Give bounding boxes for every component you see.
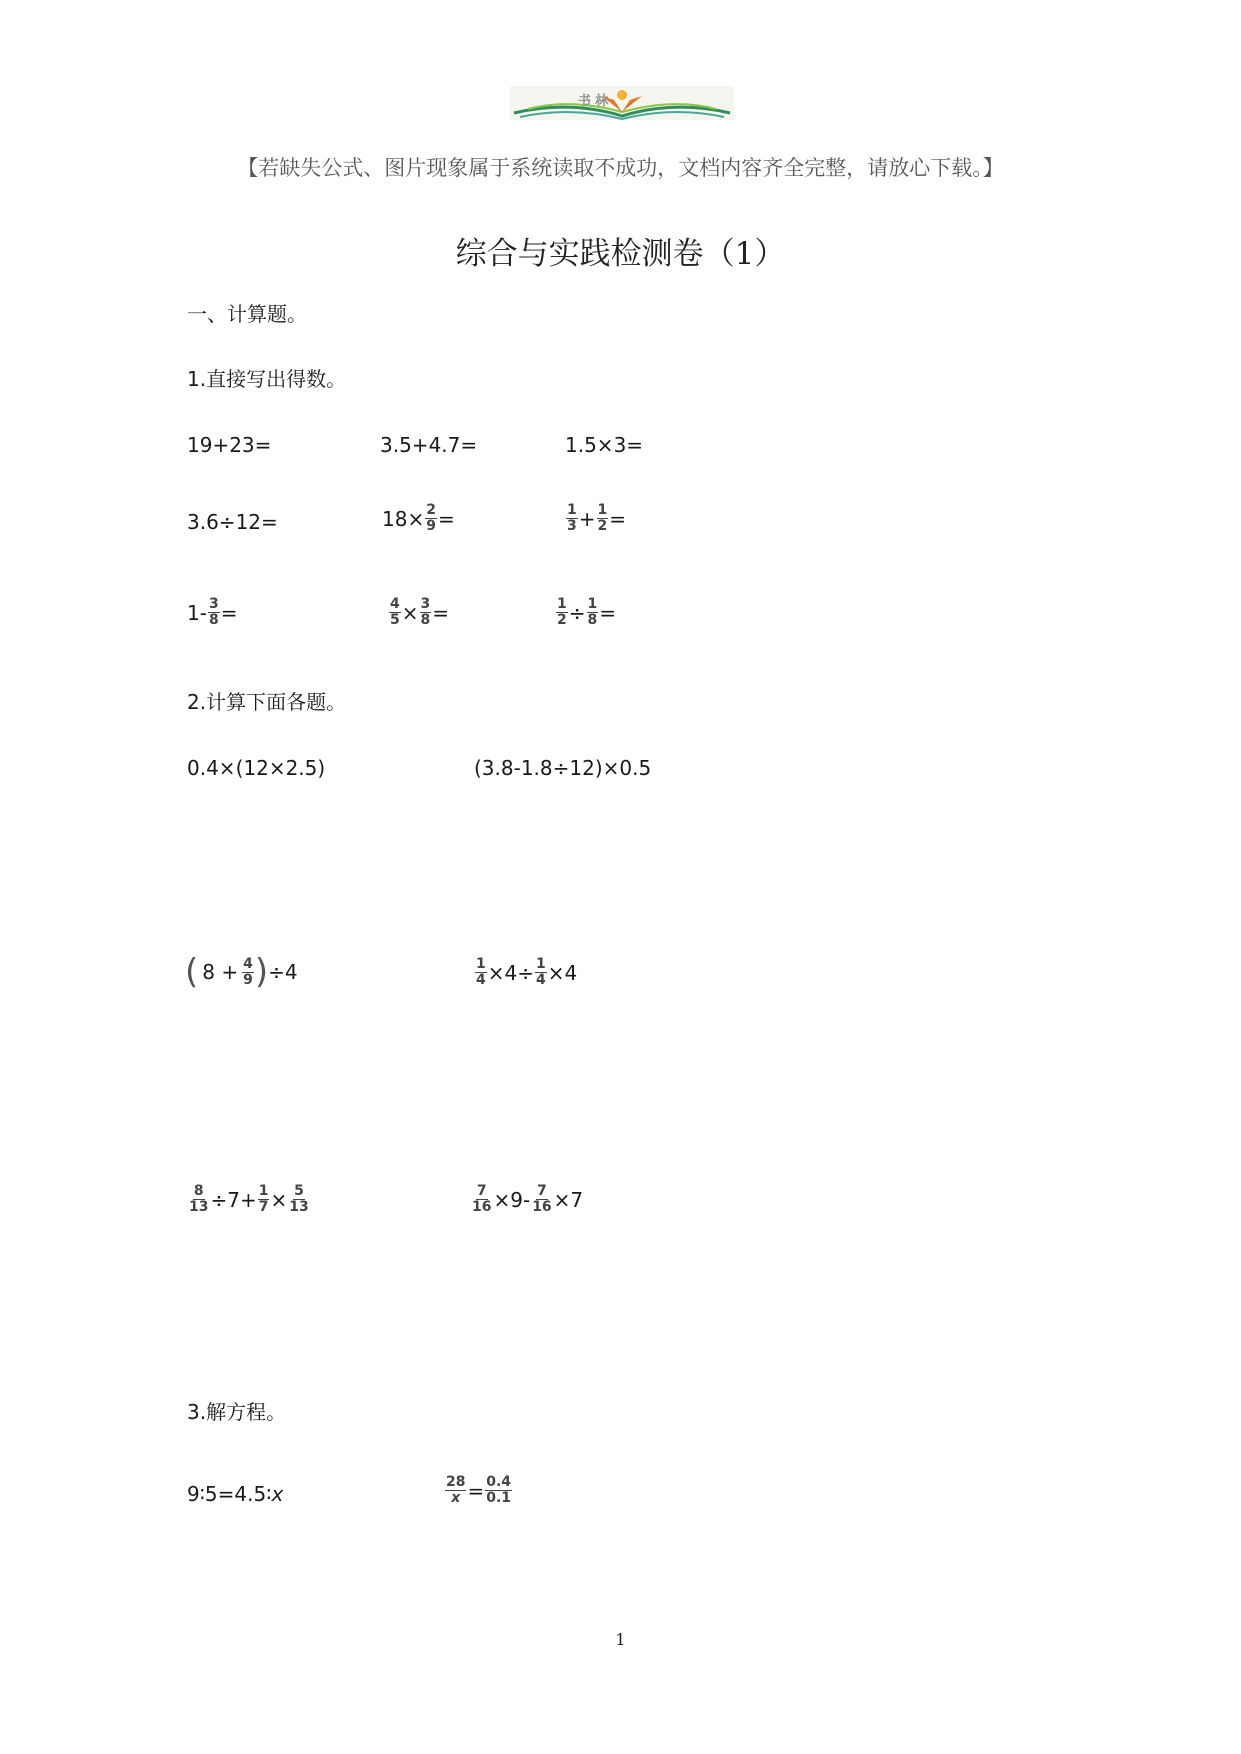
numerator: 7 [476, 1183, 487, 1199]
fraction [531, 1184, 552, 1215]
expr-text: = [220, 600, 238, 625]
fraction [445, 1475, 466, 1506]
logo-image [510, 86, 734, 120]
q1-item-5 [382, 503, 455, 534]
q1-item-8 [388, 597, 449, 628]
q2-problem-5 [187, 1184, 311, 1215]
q1-item-9 [555, 597, 616, 628]
denominator: 7 [258, 1199, 269, 1215]
fraction [208, 597, 220, 628]
numerator: 2 [426, 502, 436, 518]
fraction [425, 503, 437, 534]
denominator: 13 [189, 1199, 209, 1215]
expr-text: 18× [382, 506, 425, 531]
numerator: 1 [587, 596, 598, 612]
fraction [242, 957, 254, 988]
numerator: 3 [208, 596, 219, 612]
q3-equation-1 [187, 1482, 283, 1506]
expr-text: ÷4 [268, 960, 298, 984]
fraction [420, 597, 432, 628]
expr-text: ×9- [493, 1187, 531, 1212]
q3-equation-2 [444, 1475, 513, 1506]
numerator: 5 [294, 1183, 304, 1199]
denominator: 16 [472, 1199, 492, 1215]
right-paren: ) [254, 952, 269, 992]
section-heading-calculation: 一、计算题。 [187, 302, 307, 326]
numerator: 1 [536, 956, 546, 972]
denominator: 2 [557, 612, 567, 628]
operator: × [270, 1187, 288, 1212]
q1-item-6 [565, 503, 626, 534]
q1-item-7 [187, 597, 237, 628]
question-2-heading: 2.计算下面各题。 [187, 690, 347, 714]
denominator: 3 [567, 518, 577, 534]
expr-text: = [599, 600, 617, 625]
numerator: 7 [537, 1183, 547, 1199]
fraction [471, 1184, 492, 1215]
fraction [566, 503, 578, 534]
numerator: 1 [567, 502, 577, 518]
denominator: 8 [587, 612, 598, 628]
numerator: 1 [557, 596, 567, 612]
expr-text: ÷7+ [210, 1187, 257, 1212]
question-1-heading: 1.直接写出得数。 [187, 367, 347, 391]
question-3-heading: 3.解方程。 [187, 1400, 287, 1424]
q2-problem-4 [474, 957, 577, 988]
numerator: 0.4 [486, 1474, 512, 1490]
operator: + [578, 506, 596, 531]
fraction [597, 503, 609, 534]
denominator: 5 [390, 612, 400, 628]
denominator: 4 [476, 972, 486, 988]
numerator: 8 [193, 1183, 204, 1199]
operator: × [401, 600, 419, 625]
expr-text: ×7 [553, 1187, 584, 1212]
denominator: 4 [536, 972, 546, 988]
q2-problem-2: (3.8-1.8÷12)×0.5 [474, 756, 652, 780]
operator: = [467, 1478, 485, 1503]
denominator: 8 [208, 612, 219, 628]
expr-text: = [432, 600, 450, 625]
denominator: 9 [243, 971, 253, 988]
expr-text: = [437, 506, 455, 531]
q2-problem-6 [470, 1184, 583, 1215]
q1-item-1: 19+23= [187, 433, 272, 457]
fraction [485, 1475, 512, 1506]
q1-item-3: 1.5×3= [565, 433, 644, 457]
denominator: 2 [597, 518, 608, 534]
numerator: 3 [420, 596, 431, 612]
numerator: 1 [258, 1183, 269, 1199]
denominator: 8 [420, 612, 431, 628]
logo-text: 书 林 [578, 94, 609, 109]
left-paren: ( [185, 952, 199, 992]
numerator: 4 [390, 596, 400, 612]
q2-problem-3 [185, 952, 298, 992]
denominator: 16 [532, 1199, 552, 1215]
page-title: 综合与实践检测卷（1） [455, 236, 786, 272]
fraction [475, 957, 487, 988]
denominator: 13 [289, 1199, 309, 1215]
expr-text: ×4÷ [487, 960, 534, 985]
expr-text: = [609, 506, 627, 531]
denominator: 9 [426, 518, 436, 534]
expr-text: 1- [187, 600, 207, 625]
expr-text: 9∶5=4.5∶ [187, 1482, 272, 1506]
expr-text: 8 + [202, 960, 239, 984]
variable: x [271, 1482, 284, 1506]
operator: ÷ [568, 600, 586, 625]
numerator: 1 [597, 502, 608, 518]
fraction [556, 597, 568, 628]
missing-formula-notice: 【若缺失公式、图片现象属于系统读取不成功，文档内容齐全完整，请放心下载。】 [237, 156, 1004, 180]
fraction [288, 1184, 309, 1215]
fraction [535, 957, 547, 988]
fraction [389, 597, 401, 628]
numerator: 28 [446, 1474, 466, 1490]
numerator: 4 [243, 955, 253, 972]
q2-problem-1: 0.4×(12×2.5) [187, 756, 326, 780]
fraction [188, 1184, 209, 1215]
expr-text: ×4 [547, 960, 578, 985]
denominator: x [451, 1490, 461, 1506]
q1-item-4: 3.6÷12= [187, 510, 278, 534]
numerator: 1 [476, 956, 486, 972]
page-number: 1 [615, 1630, 626, 1649]
denominator: 0.1 [486, 1490, 512, 1506]
fraction [587, 597, 599, 628]
fraction [258, 1184, 270, 1215]
q1-item-2: 3.5+4.7= [380, 433, 478, 457]
